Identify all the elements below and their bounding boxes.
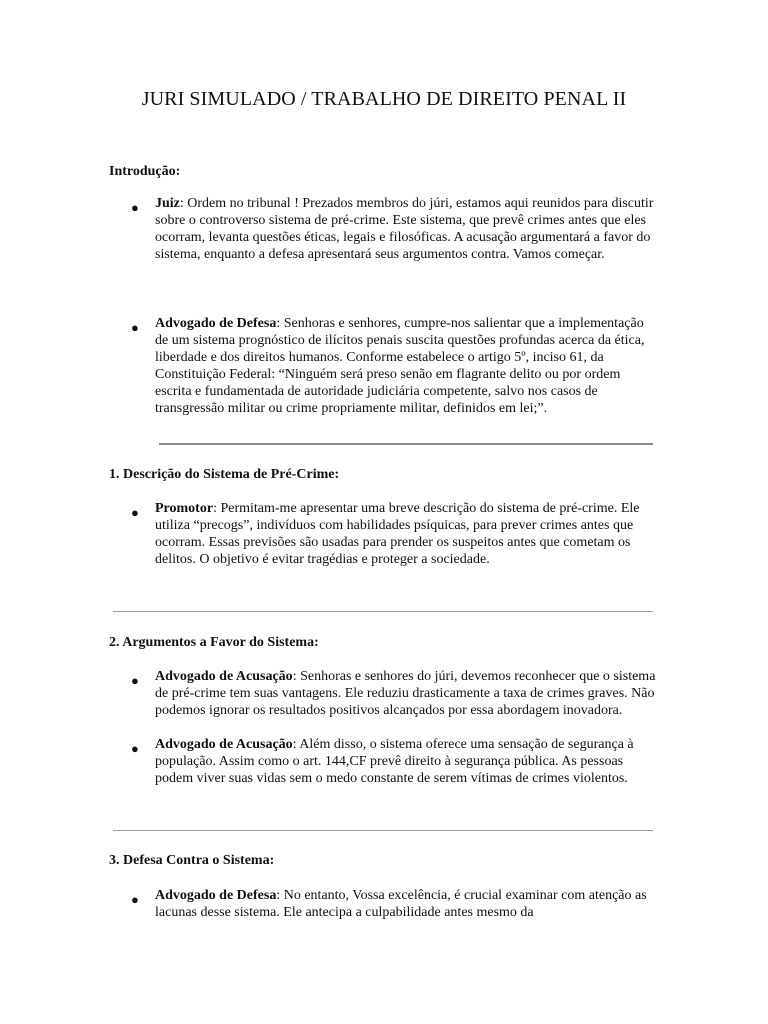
list-item-defesa-2 bbox=[155, 888, 660, 922]
speaker-label: Advogado de Acusação bbox=[155, 737, 293, 752]
section-heading-1: 1. Descrição do Sistema de Pré-Crime: bbox=[109, 467, 340, 482]
speaker-label: Advogado de Acusação bbox=[155, 669, 293, 684]
divider bbox=[159, 443, 653, 445]
speech-text: : No entanto, Vossa excelência, é crucial examinar com atenção as lacunas desse sistema. Ele antecipa a culpabilidade antes mesmo da bbox=[155, 888, 647, 920]
section-heading-2: 2. Argumentos a Favor do Sistema: bbox=[109, 635, 319, 650]
speech-text: : Permitam-me apresentar uma breve descrição do sistema de pré-crime. Ele utiliza “precogs”, indivíduos com habilidades psíquicas, para prever crimes antes que ocorram. Essas previsões são usadas para prender os suspeitos antes que cometam os delitos. O objetivo é evitar tragédias e proteger a sociedade. bbox=[155, 501, 640, 567]
list-item-defesa bbox=[155, 316, 660, 417]
speaker-label: Juiz bbox=[155, 196, 180, 211]
speaker-label: Promotor bbox=[155, 501, 214, 516]
speaker-label: Advogado de Defesa bbox=[155, 316, 277, 331]
bullet-icon: ● bbox=[131, 741, 139, 756]
bullet-icon: ● bbox=[131, 505, 139, 520]
speech-text: : Além disso, o sistema oferece uma sensação de segurança à população. Assim como o art. 144,CF prevê direito à segurança pública. As pessoas podem viver suas vidas sem o medo constante de serem vítimas de crimes violentos. bbox=[155, 737, 634, 786]
bullet-icon: ● bbox=[131, 673, 139, 688]
section-heading-intro: Introdução: bbox=[109, 164, 181, 179]
speech-text: : Senhoras e senhores, cumpre-nos salientar que a implementação de um sistema prognóstico de ilícitos penais suscita questões profundas acerca da ética, liberdade e dos direitos humanos. Conforme estabelece o artigo 5º, inciso 61, da Constituição Federal: “Ninguém será preso senão em flagrante delito ou por ordem escrita e fundamentada de autoridade judiciária competente, salvo nos casos de transgressão militar ou crime propriamente militar, definidos em lei;”. bbox=[155, 316, 645, 416]
bullet-icon: ● bbox=[131, 320, 139, 335]
section-heading-3: 3. Defesa Contra o Sistema: bbox=[109, 853, 275, 868]
list-item-promotor bbox=[155, 501, 660, 569]
bullet-icon: ● bbox=[131, 200, 139, 215]
list-item-acusacao-2 bbox=[155, 737, 660, 788]
speech-text: : Ordem no tribunal ! Prezados membros do júri, estamos aqui reunidos para discutir sobre o controverso sistema de pré-crime. Este sistema, que prevê crimes antes que eles ocorram, levanta questões éticas, legais e filosóficas. A acusação argumentará a favor do sistema, enquanto a defesa apresentará seus argumentos contra. Vamos começar. bbox=[155, 196, 654, 262]
speaker-label: Advogado de Defesa bbox=[155, 888, 277, 903]
bullet-icon: ● bbox=[131, 892, 139, 907]
list-item-acusacao-1 bbox=[155, 669, 660, 720]
list-item-juiz bbox=[155, 196, 660, 264]
speech-text: : Senhoras e senhores do júri, devemos reconhecer que o sistema de pré-crime tem suas vantagens. Ele reduziu drasticamente a taxa de crimes graves. Não podemos ignorar os resultados positivos alcançados por essa abordagem inovadora. bbox=[155, 669, 656, 718]
divider bbox=[113, 830, 653, 831]
document-title: JURI SIMULADO / TRABALHO DE DIREITO PENAL II bbox=[141, 88, 627, 110]
divider bbox=[113, 611, 653, 612]
